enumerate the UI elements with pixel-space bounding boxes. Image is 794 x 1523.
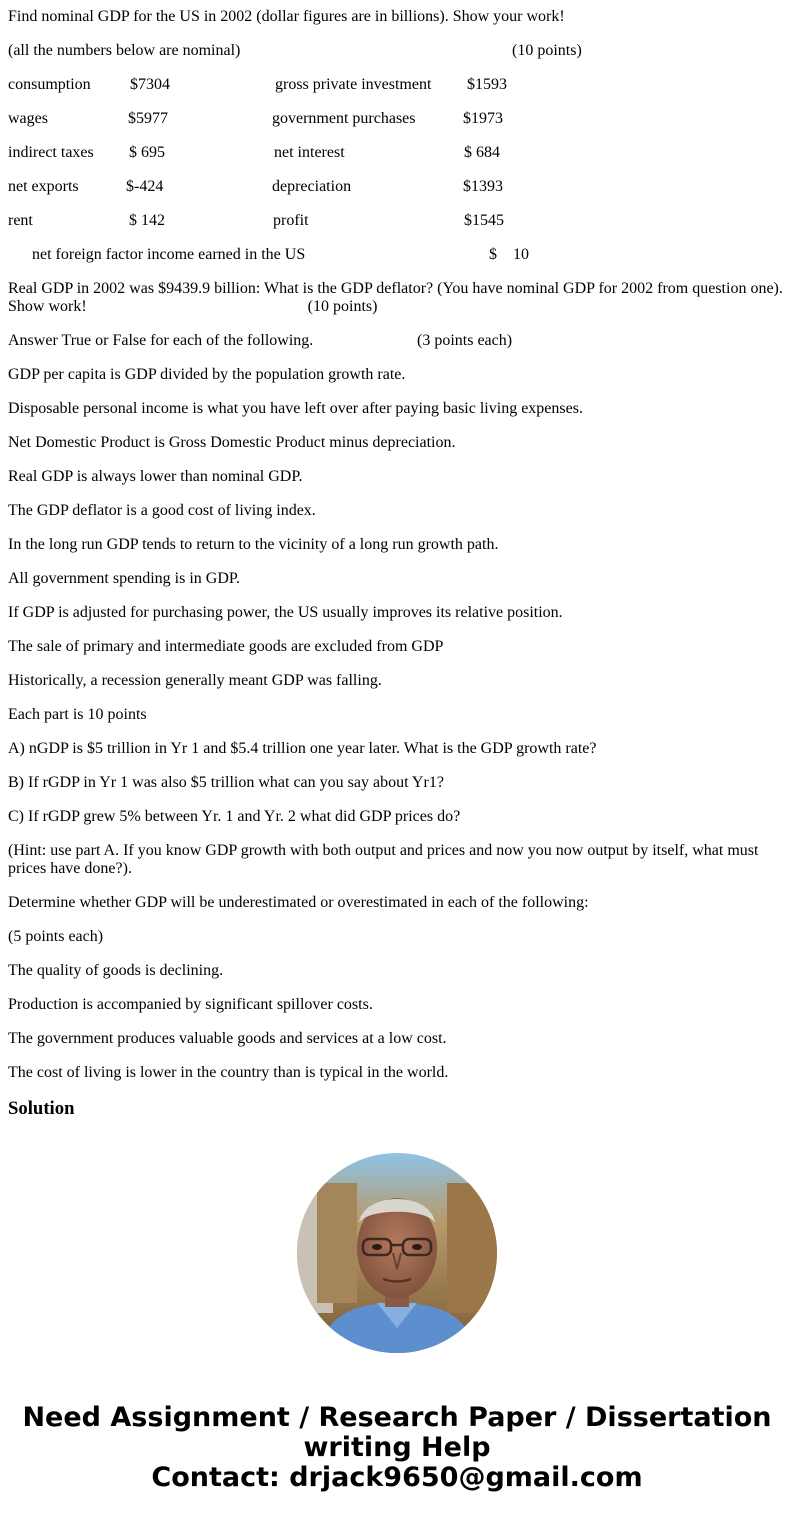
q1-note-row — [8, 42, 786, 60]
est-points: (5 points each) — [8, 928, 104, 945]
row-right-label: profit — [273, 212, 309, 229]
list-item: The quality of goods is declining. — [8, 962, 224, 979]
nfi-value: 10 — [513, 246, 529, 263]
table-row — [8, 144, 786, 162]
table-row — [8, 76, 786, 94]
row-right-label: government purchases — [272, 110, 416, 127]
list-item: The cost of living is lower in the country than is typical in the world. — [8, 1064, 449, 1081]
est-intro: Determine whether GDP will be underestimated or overestimated in each of the following: — [8, 894, 589, 911]
table-row — [8, 178, 786, 196]
promo-contact: Contact: drjack9650@gmail.com — [151, 1462, 643, 1493]
q2-question — [8, 280, 786, 316]
table-row — [8, 110, 786, 128]
portrait-image — [297, 1153, 497, 1353]
row-left-label: rent — [8, 212, 33, 229]
nfi-row — [8, 246, 786, 264]
row-left-value: $7304 — [130, 76, 170, 93]
list-item: Real GDP is always lower than nominal GDP. — [8, 468, 303, 485]
solution-heading: Solution — [8, 1098, 75, 1119]
q2-points: (10 points) — [307, 298, 378, 315]
promo-line-2: writing Help — [303, 1432, 491, 1463]
row-left-value: $ 695 — [129, 144, 165, 161]
list-item: Disposable personal income is what you have left over after paying basic living expenses. — [8, 400, 583, 417]
list-item: The GDP deflator is a good cost of living index. — [8, 502, 316, 519]
list-item: Net Domestic Product is Gross Domestic Product minus depreciation. — [8, 434, 456, 451]
table-row — [8, 212, 786, 230]
avatar — [297, 1153, 497, 1353]
row-right-value: $1973 — [463, 110, 503, 127]
tf-intro-row — [8, 332, 786, 350]
list-item: The government produces valuable goods and services at a low cost. — [8, 1030, 447, 1047]
promo-line-1: Need Assignment / Research Paper / Dissertation — [22, 1402, 772, 1433]
part-b: B) If rGDP in Yr 1 was also $5 trillion what can you say about Yr1? — [8, 774, 444, 791]
tf-intro: Answer True or False for each of the following. — [8, 332, 314, 349]
q1-title: Find nominal GDP for the US in 2002 (dollar figures are in billions). Show your work! — [8, 8, 565, 25]
row-right-label: depreciation — [272, 178, 352, 195]
list-item: The sale of primary and intermediate goods are excluded from GDP — [8, 638, 444, 655]
list-item: Production is accompanied by significant spillover costs. — [8, 996, 373, 1013]
row-right-label: net interest — [274, 144, 345, 161]
list-item: GDP per capita is GDP divided by the population growth rate. — [8, 366, 406, 383]
tf-points: (3 points each) — [417, 332, 513, 349]
q1-points: (10 points) — [512, 42, 582, 59]
part-a: A) nGDP is $5 trillion in Yr 1 and $5.4 trillion one year later. What is the GDP growth rate? — [8, 740, 597, 757]
row-right-value: $1545 — [464, 212, 504, 229]
row-left-label: net exports — [8, 178, 79, 195]
row-right-value: $1593 — [467, 76, 507, 93]
q1-note: (all the numbers below are nominal) — [8, 42, 241, 59]
promo-banner — [0, 1403, 794, 1493]
parts-intro: Each part is 10 points — [8, 706, 147, 723]
row-left-value: $ 142 — [129, 212, 165, 229]
nfi-label: net foreign factor income earned in the US — [32, 246, 306, 263]
part-c: C) If rGDP grew 5% between Yr. 1 and Yr. 2 what did GDP prices do? — [8, 808, 461, 825]
list-item: In the long run GDP tends to return to the vicinity of a long run growth path. — [8, 536, 499, 553]
row-right-value: $ 684 — [464, 144, 500, 161]
row-left-value: $-424 — [126, 178, 164, 195]
row-right-label: gross private investment — [275, 76, 432, 93]
part-hint: (Hint: use part A. If you know GDP growth with both output and prices and now you now output by itself, what must prices have done?). — [8, 842, 759, 877]
row-left-value: $5977 — [128, 110, 168, 127]
row-right-value: $1393 — [463, 178, 503, 195]
q2-text: Real GDP in 2002 was $9439.9 billion: What is the GDP deflator? (You have nominal GDP for 2002 from question one). Show work! — [8, 280, 783, 315]
nfi-currency: $ — [489, 246, 497, 263]
row-left-label: wages — [8, 110, 48, 127]
list-item: If GDP is adjusted for purchasing power, the US usually improves its relative position. — [8, 604, 563, 621]
row-left-label: consumption — [8, 76, 91, 93]
list-item: All government spending is in GDP. — [8, 570, 240, 587]
list-item: Historically, a recession generally meant GDP was falling. — [8, 672, 382, 689]
row-left-label: indirect taxes — [8, 144, 94, 161]
